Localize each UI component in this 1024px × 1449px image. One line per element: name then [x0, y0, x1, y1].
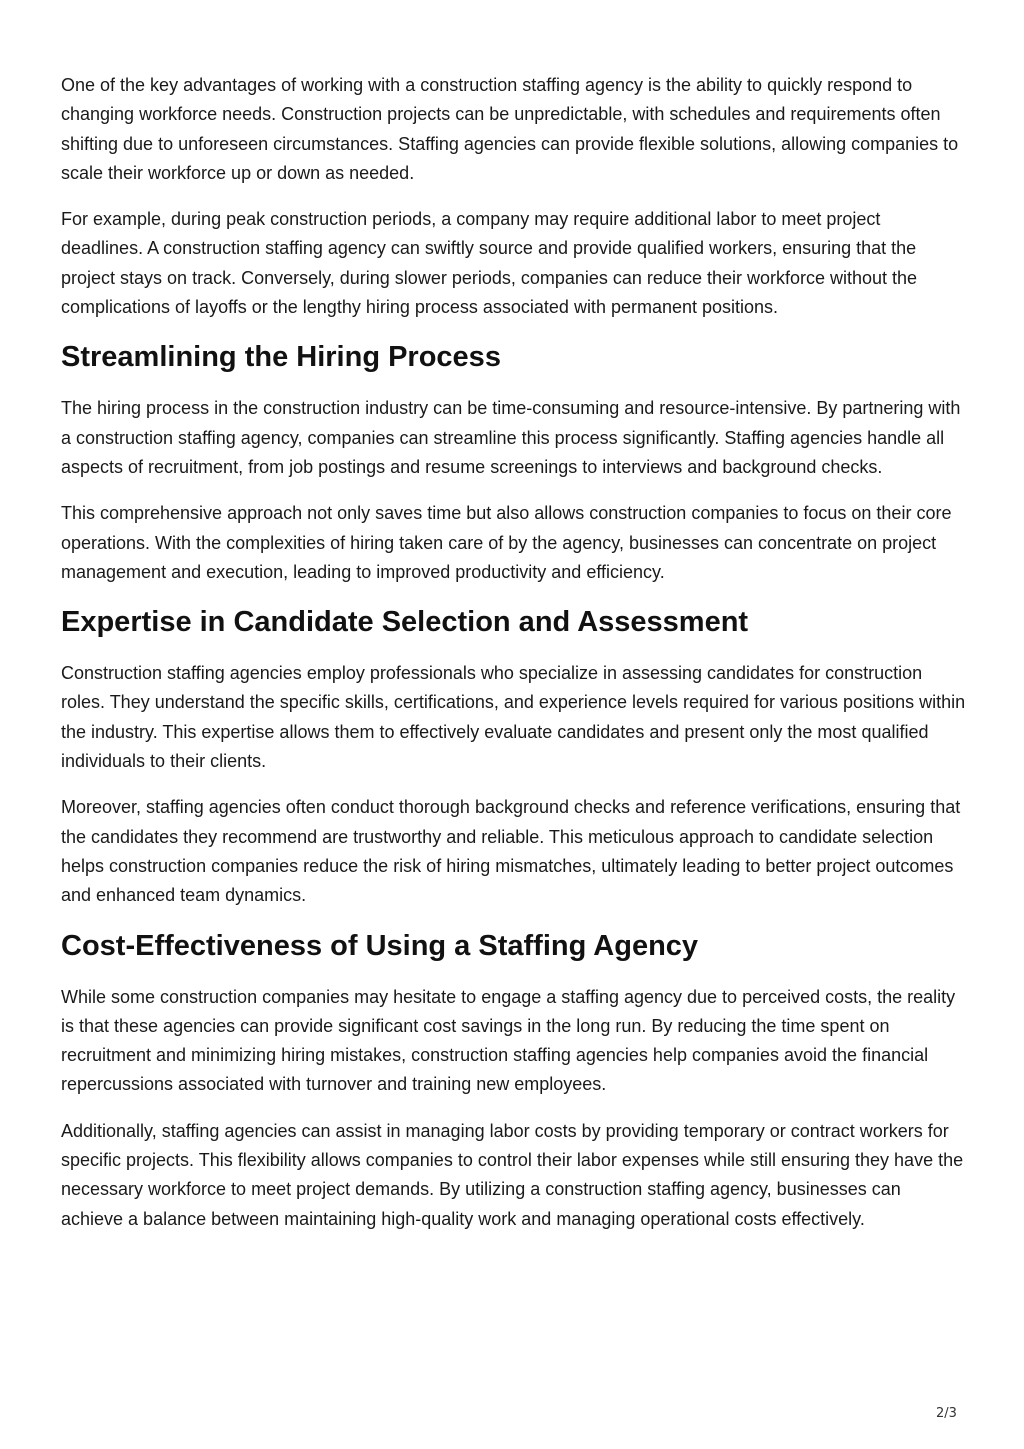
- page-number: 2/3: [936, 1406, 957, 1421]
- document-page: [61, 71, 967, 1251]
- paragraph: Moreover, staffing agencies often conduct thorough background checks and reference verifications, ensuring that the candidates they recommend are trustworthy and reliable. This meticulous approach to candidate selection helps construction companies reduce the risk of hiring mismatches, ultimately leading to better project outcomes and enhanced team dynamics.: [61, 797, 961, 906]
- paragraph: Additionally, staffing agencies can assist in managing labor costs by providing temporary or contract workers for specific projects. This flexibility allows companies to control their labor expenses while still ensuring they have the necessary workforce to meet project demands. By utilizing a construction staffing agency, businesses can achieve a balance between maintaining high-quality work and managing operational costs effectively.: [61, 1120, 964, 1229]
- section-heading: Expertise in Candidate Selection and Assessment: [61, 606, 749, 639]
- paragraph: One of the key advantages of working with a construction staffing agency is the ability to quickly respond to changing workforce needs. Construction projects can be unpredictable, with schedules and requirements often shifting due to unforeseen circumstances. Staffing agencies can provide flexible solutions, allowing companies to scale their workforce up or down as needed.: [61, 75, 959, 183]
- section-heading: Cost-Effectiveness of Using a Staffing Agency: [61, 929, 699, 962]
- paragraph: For example, during peak construction periods, a company may require additional labor to meet project deadlines. A construction staffing agency can swiftly source and provide qualified workers, ensuring that the project stays on track. Conversely, during slower periods, companies can reduce their workforce without the complications of layoffs or the lengthy hiring process associated with permanent positions.: [61, 209, 918, 318]
- paragraph: This comprehensive approach not only saves time but also allows construction companies to focus on their core operations. With the complexities of hiring taken care of by the agency, businesses can concentrate on project management and execution, leading to improved productivity and efficiency.: [61, 503, 952, 582]
- section-candidate-selection: [61, 604, 967, 910]
- section-intro: [61, 71, 967, 322]
- paragraph: While some construction companies may hesitate to engage a staffing agency due to perceived costs, the reality is that these agencies can provide significant cost savings in the long run. By reducing the time spent on recruitment and minimizing hiring mistakes, construction staffing agencies help companies avoid the financial repercussions associated with turnover and training new employees.: [61, 986, 956, 1095]
- paragraph: The hiring process in the construction industry can be time-consuming and resource-intensive. By partnering with a construction staffing agency, companies can streamline this process significantly. Staffing agencies handle all aspects of recruitment, from job postings and resume screenings to interviews and background checks.: [61, 398, 961, 477]
- section-cost-effectiveness: [61, 928, 967, 1234]
- paragraph: Construction staffing agencies employ professionals who specialize in assessing candidates for construction roles. They understand the specific skills, certifications, and experience levels required for various positions within the industry. This expertise allows them to effectively evaluate candidates and present only the most qualified individuals to their clients.: [61, 663, 966, 772]
- section-streamlining-hiring: [61, 339, 967, 587]
- section-heading: Streamlining the Hiring Process: [61, 341, 501, 374]
